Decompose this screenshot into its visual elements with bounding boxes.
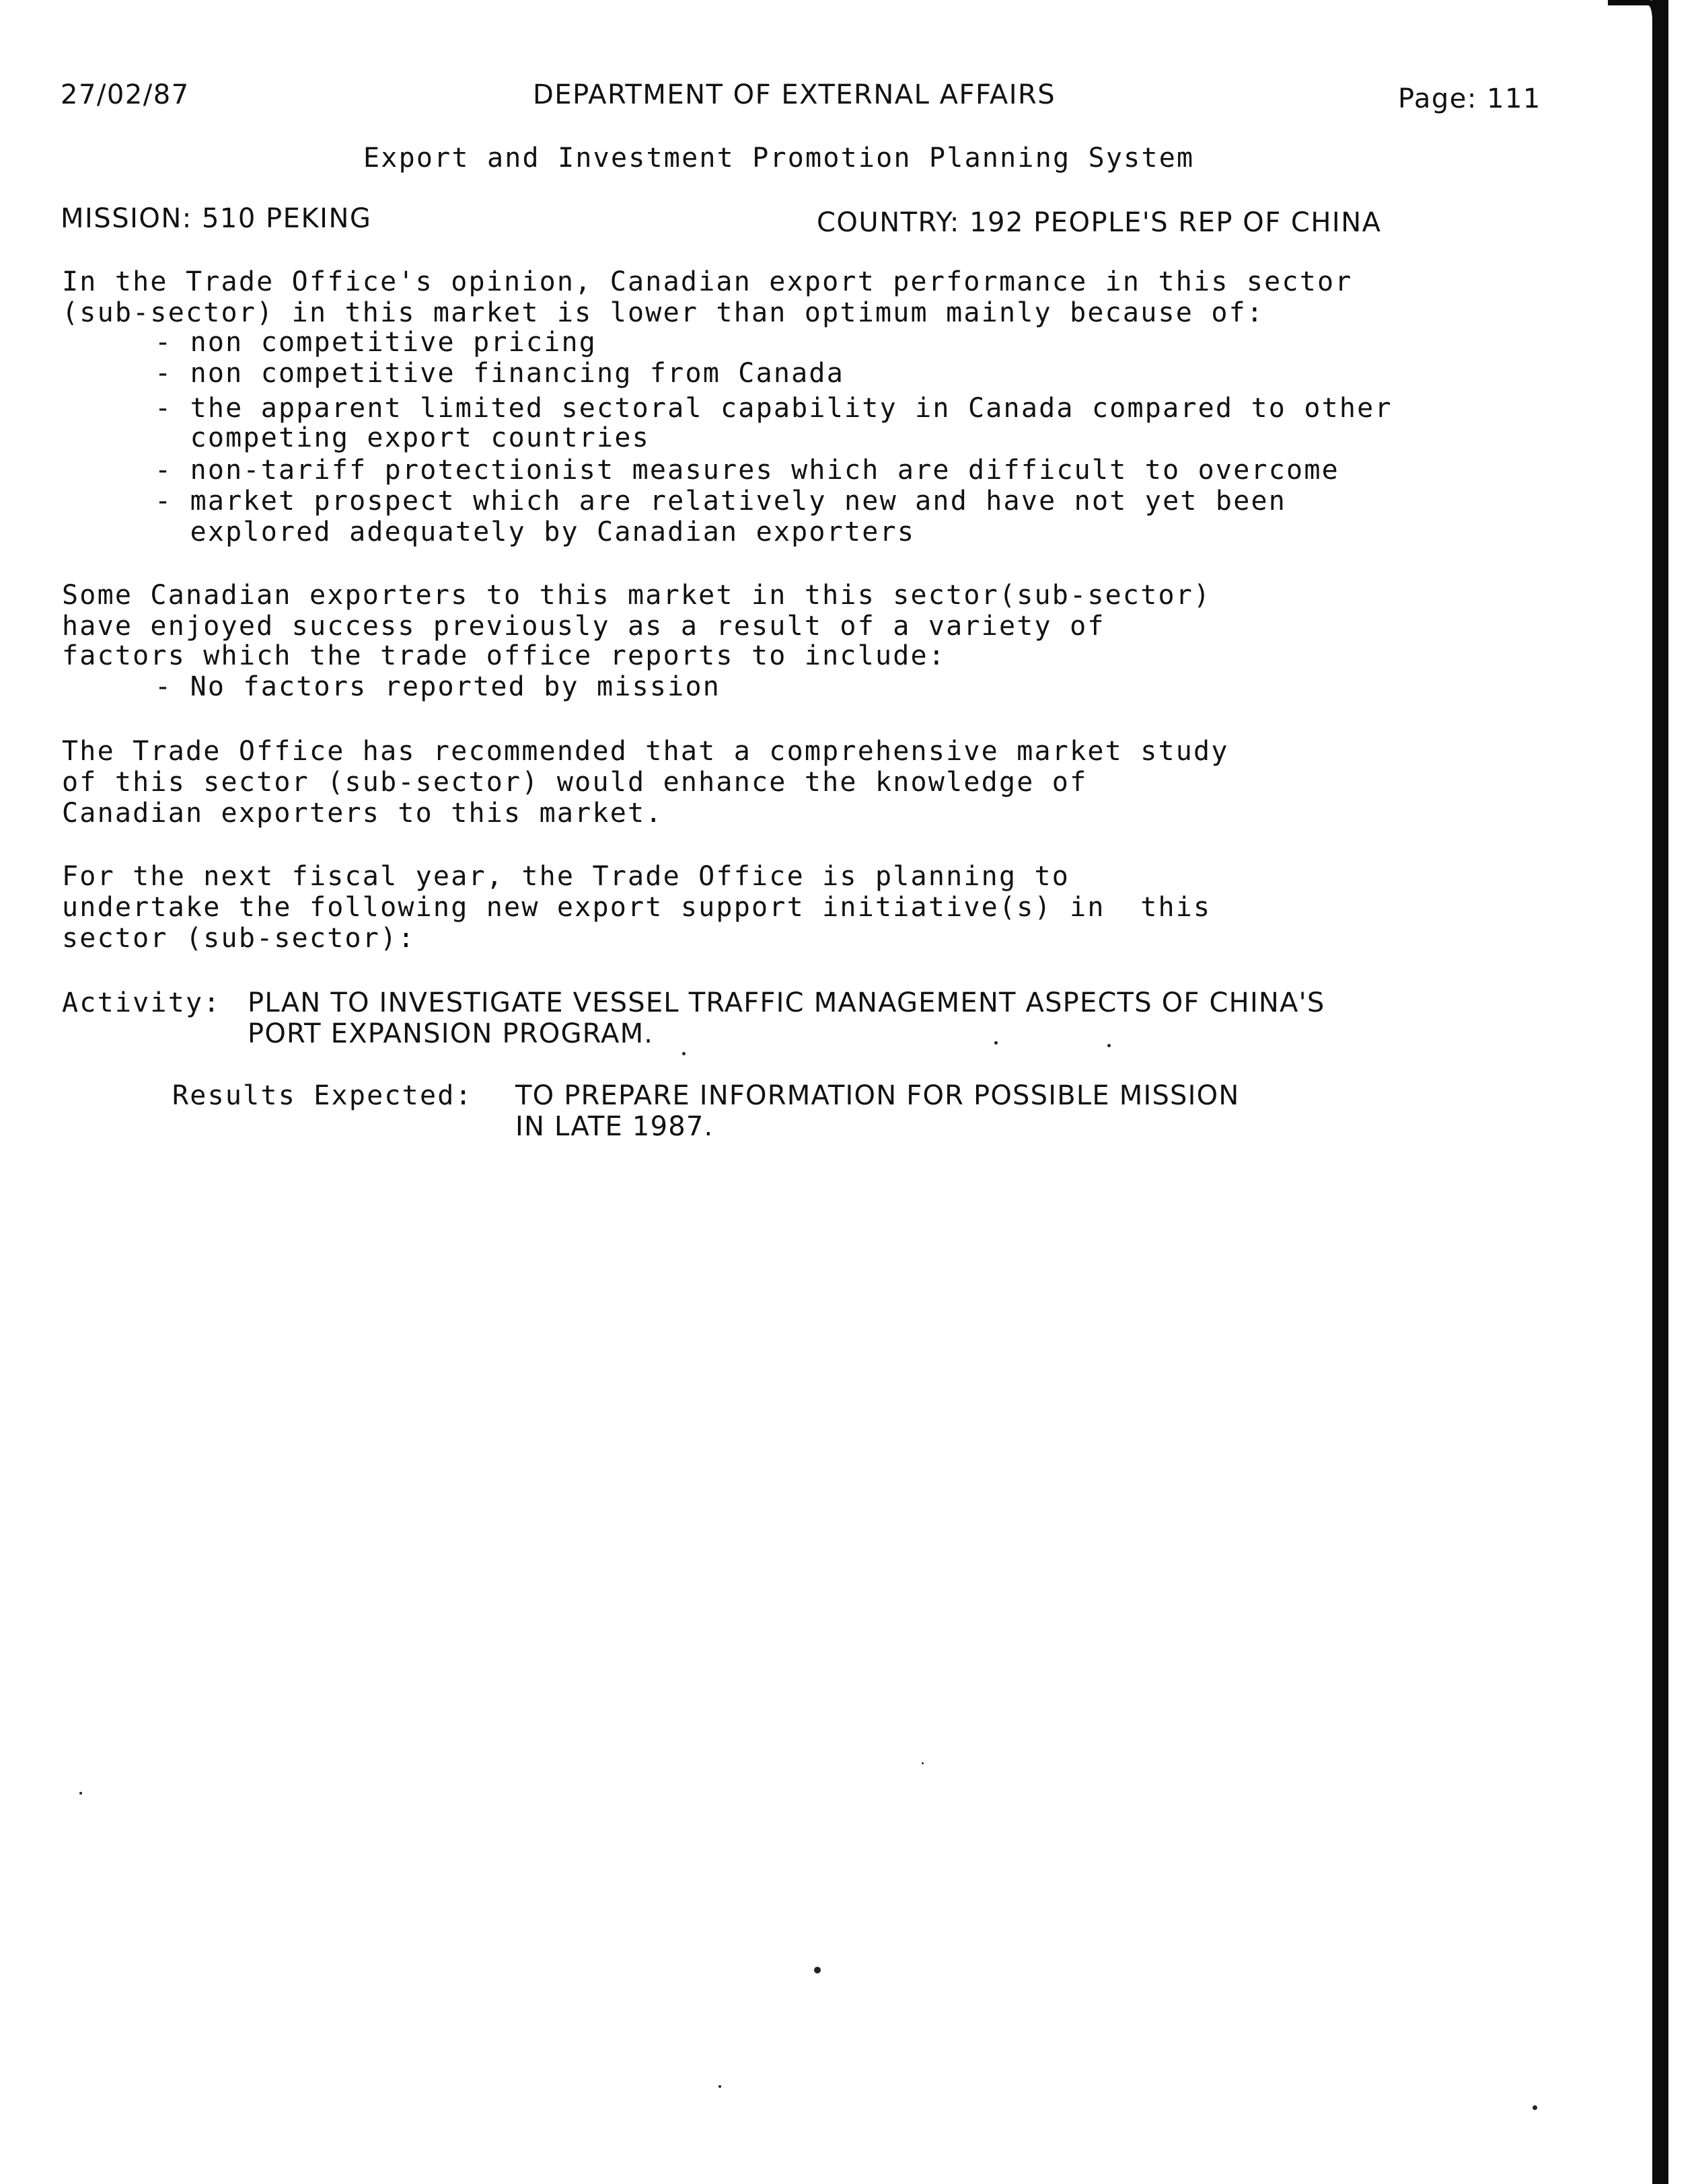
page-number: Page: 111 — [1398, 83, 1541, 114]
activity-line1: PLAN TO INVESTIGATE VESSEL TRAFFIC MANAGEMENT ASPECTS OF CHINA'S — [248, 987, 1325, 1018]
scan-speck — [922, 1762, 924, 1764]
section2-line1: Some Canadian exporters to this market in this sector(sub-sector) — [62, 580, 1212, 611]
results-label: Results Expected: — [172, 1080, 473, 1111]
scan-speck — [1107, 1044, 1111, 1047]
scan-speck — [718, 2085, 721, 2088]
section1-line1: In the Trade Office's opinion, Canadian export performance in this sector — [62, 266, 1353, 297]
reason-item: explored adequately by Canadian exporters — [155, 517, 916, 548]
section4-line3: sector (sub-sector): — [62, 923, 416, 954]
section3-line3: Canadian exporters to this market. — [62, 798, 663, 829]
scan-edge — [1652, 0, 1668, 2184]
section4-line2: undertake the following new export support initiative(s) in this — [62, 892, 1212, 923]
reason-item: - market prospect which are relatively new and have not yet been — [155, 486, 1287, 517]
results-line1: TO PREPARE INFORMATION FOR POSSIBLE MISSION — [515, 1080, 1240, 1111]
scan-speck — [79, 1792, 82, 1795]
reason-item: - the apparent limited sectoral capability in Canada compared to other — [155, 393, 1393, 424]
section4-line1: For the next fiscal year, the Trade Office is planning to — [62, 861, 1070, 892]
reason-item: - non competitive financing from Canada — [155, 358, 844, 389]
report-date: 27/02/87 — [61, 79, 190, 110]
mission-line: MISSION: 510 PEKING — [61, 203, 372, 234]
section3-line1: The Trade Office has recommended that a comprehensive market study — [62, 736, 1229, 767]
scan-edge-curl — [1608, 0, 1668, 20]
section2-line3: factors which the trade office reports to include: — [62, 640, 947, 671]
scan-speck — [682, 1052, 686, 1055]
reason-item: competing export countries — [155, 422, 650, 453]
scan-speck — [994, 1041, 998, 1045]
reason-item: - non competitive pricing — [155, 327, 597, 358]
success-factor-item: - No factors reported by mission — [155, 671, 721, 702]
section1-line2: (sub-sector) in this market is lower than optimum mainly because of: — [62, 297, 1265, 328]
scan-speck — [814, 1967, 821, 1973]
department-name: DEPARTMENT OF EXTERNAL AFFAIRS — [533, 79, 1056, 110]
country-line: COUNTRY: 192 PEOPLE'S REP OF CHINA — [817, 207, 1382, 238]
section3-line2: of this sector (sub-sector) would enhance the knowledge of — [62, 767, 1088, 798]
system-title: Export and Investment Promotion Planning System — [363, 143, 1195, 174]
section2-line2: have enjoyed success previously as a result of a variety of — [62, 611, 1105, 642]
activity-line2: PORT EXPANSION PROGRAM. — [248, 1018, 654, 1049]
results-line2: IN LATE 1987. — [515, 1111, 714, 1142]
scan-speck — [1533, 2105, 1537, 2110]
reason-item: - non-tariff protectionist measures which are difficult to overcome — [155, 455, 1339, 486]
activity-label: Activity: — [62, 987, 221, 1018]
